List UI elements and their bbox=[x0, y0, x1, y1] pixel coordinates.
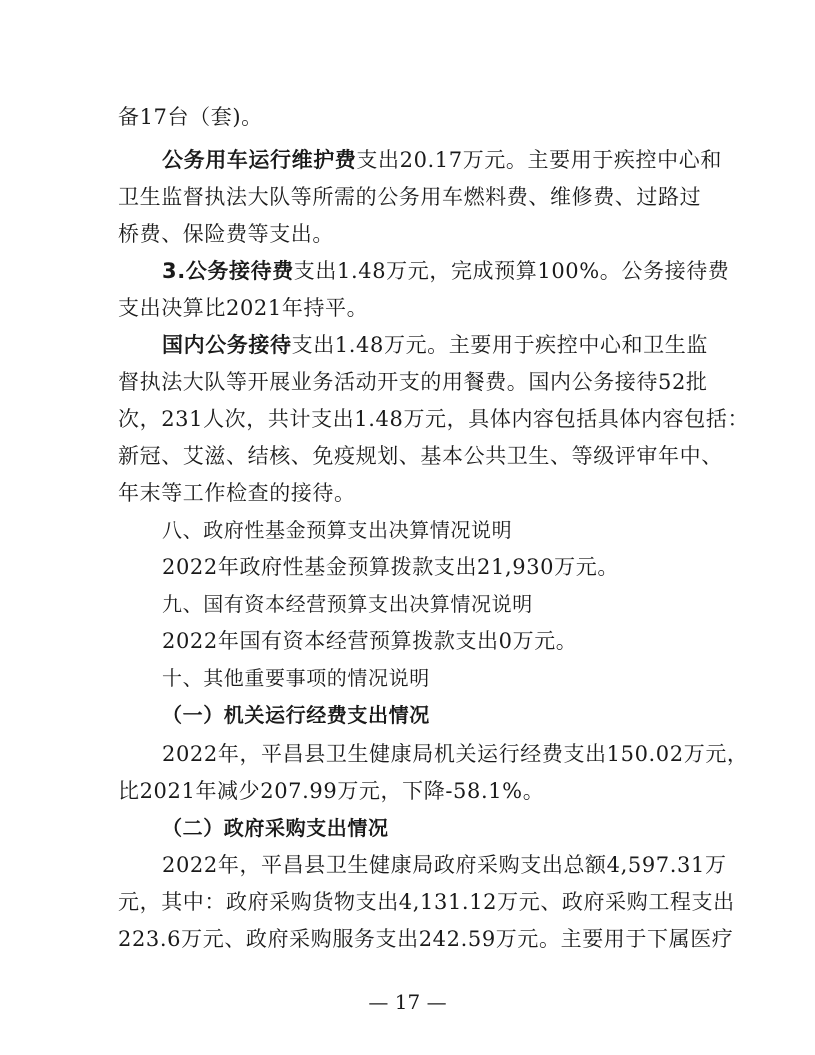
section-heading: 八、政府性基金预算支出决算情况说明 bbox=[162, 518, 513, 542]
paragraph-line: 比2021年减少207.99万元，下降-58.1%。 bbox=[118, 779, 545, 803]
paragraph-line: 年末等工作检查的接待。 bbox=[118, 481, 356, 505]
paragraph-line: 督执法大队等开展业务活动开支的用餐费。国内公务接待52批 bbox=[118, 370, 708, 394]
paragraph-line: 2022年政府性基金预算拨款支出21,930万元。 bbox=[162, 555, 619, 579]
paragraph-line: 桥费、保险费等支出。 bbox=[118, 222, 334, 246]
section-heading: 十、其他重要事项的情况说明 bbox=[162, 666, 430, 690]
subsection-heading: （二）政府采购支出情况 bbox=[162, 816, 389, 840]
paragraph-line: 新冠、艾滋、结核、免疫规划、基本公共卫生、等级评审年中、 bbox=[118, 444, 723, 468]
paragraph-line: 2022年，平昌县卫生健康局机关运行经费支出150.02万元， bbox=[162, 742, 749, 766]
paragraph-line: 备17台（套)。 bbox=[118, 105, 263, 129]
paragraph-line: 次，231人次，共计支出1.48万元，具体内容包括具体内容包括： bbox=[118, 407, 750, 431]
line-text: 支出1.48万元，完成预算100%。公务接待费 bbox=[293, 259, 730, 283]
paragraph-line: 223.6万元、政府采购服务支出242.59万元。主要用于下属医疗 bbox=[118, 927, 734, 951]
term-bold: 公务用车运行维护费 bbox=[162, 148, 357, 172]
paragraph-line: 支出决算比2021年持平。 bbox=[118, 296, 369, 320]
paragraph-line: 卫生监督执法大队等所需的公务用车燃料费、维修费、过路过 bbox=[118, 185, 702, 209]
paragraph-line: 2022年，平昌县卫生健康局政府采购支出总额4,597.31万 bbox=[162, 853, 727, 877]
term-bold: 3.公务接待费 bbox=[162, 259, 294, 283]
subsection-heading: （一）机关运行经费支出情况 bbox=[162, 703, 430, 727]
page-number: — 17 — bbox=[368, 990, 447, 1014]
paragraph-line bbox=[162, 145, 722, 175]
term-bold: 国内公务接待 bbox=[162, 333, 292, 357]
section-heading: 九、国有资本经营预算支出决算情况说明 bbox=[162, 592, 533, 616]
line-text: 支出1.48万元。主要用于疾控中心和卫生监 bbox=[291, 333, 708, 357]
line-text: 支出20.17万元。主要用于疾控中心和 bbox=[356, 148, 722, 172]
paragraph-line: 2022年国有资本经营预算拨款支出0万元。 bbox=[162, 629, 578, 653]
paragraph-line bbox=[162, 330, 708, 360]
paragraph-line bbox=[162, 256, 730, 286]
paragraph-line: 元，其中：政府采购货物支出4,131.12万元、政府采购工程支出 bbox=[118, 890, 735, 914]
